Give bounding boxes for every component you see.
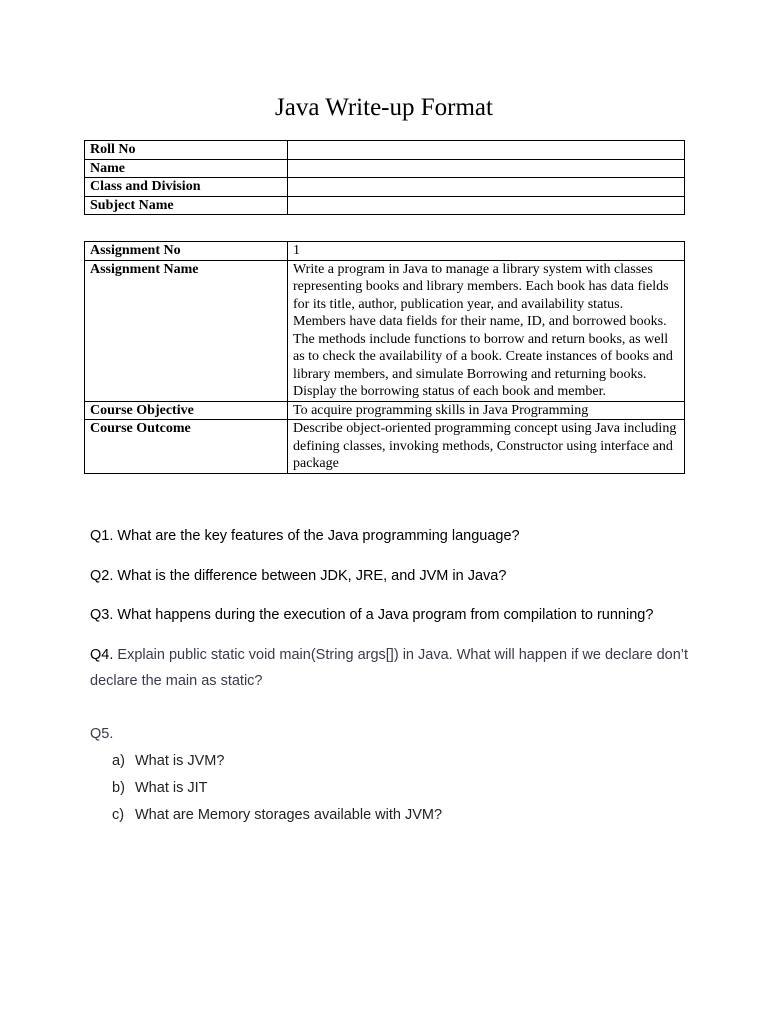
roll-no-label: Roll No [85, 141, 288, 160]
subject-name-label: Subject Name [85, 196, 288, 215]
class-division-label: Class and Division [85, 178, 288, 197]
roll-no-value [288, 141, 685, 160]
assignment-no-value: 1 [288, 242, 685, 261]
list-marker: b) [112, 780, 125, 796]
question-4-number: Q4. [90, 647, 114, 663]
list-marker: c) [112, 807, 125, 823]
assignment-name-value: Write a program in Java to manage a library system with classes representing books and library members. Each book has data fields for its title, author, publication year, and availability status. Members have data fields for their name, ID, and borrowed books. The methods include functions to borrow and return books, as well as to check the availability of a book. Create instances of books and library members, and simulate Borrowing and returning books. Display the borrowing status of each book and member. [288, 260, 685, 401]
assignment-no-label: Assignment No [85, 242, 288, 261]
page-title: Java Write-up Format [275, 94, 493, 121]
question-5-part-a [112, 748, 224, 774]
table-row [85, 420, 685, 474]
list-marker: a) [112, 753, 125, 769]
course-objective-value: To acquire programming skills in Java Programming [288, 401, 685, 420]
question-4-text: Explain public static void main(String args[]) in Java. What will happen if we declare don’t declare the main as static? [90, 647, 689, 689]
question-5: Q5. [90, 726, 114, 742]
course-objective-label: Course Objective [85, 401, 288, 420]
name-value [288, 159, 685, 178]
table-row [85, 196, 685, 215]
table-row [85, 401, 685, 420]
assignment-info-table [84, 241, 685, 474]
class-division-value [288, 178, 685, 197]
name-label: Name [85, 159, 288, 178]
table-row [85, 141, 685, 160]
course-outcome-label: Course Outcome [85, 420, 288, 474]
list-item-text: What is JIT [135, 780, 208, 796]
course-outcome-value: Describe object-oriented programming concept using Java including defining classes, invoking methods, Constructor using interface and package [288, 420, 685, 474]
assignment-name-label: Assignment Name [85, 260, 288, 401]
question-5-part-c [112, 802, 442, 828]
question-5-part-b [112, 775, 208, 801]
list-item-text: What is JVM? [135, 753, 225, 769]
table-row [85, 178, 685, 197]
question-3: Q3. What happens during the execution of a Java program from compilation to running? [90, 607, 654, 623]
table-row [85, 159, 685, 178]
list-item-text: What are Memory storages available with JVM? [135, 807, 443, 823]
table-row [85, 260, 685, 401]
question-1: Q1. What are the key features of the Java programming language? [90, 528, 520, 544]
subject-name-value [288, 196, 685, 215]
student-info-table [84, 140, 685, 215]
question-2: Q2. What is the difference between JDK, JRE, and JVM in Java? [90, 568, 507, 584]
table-row [85, 242, 685, 261]
question-4 [90, 642, 690, 694]
